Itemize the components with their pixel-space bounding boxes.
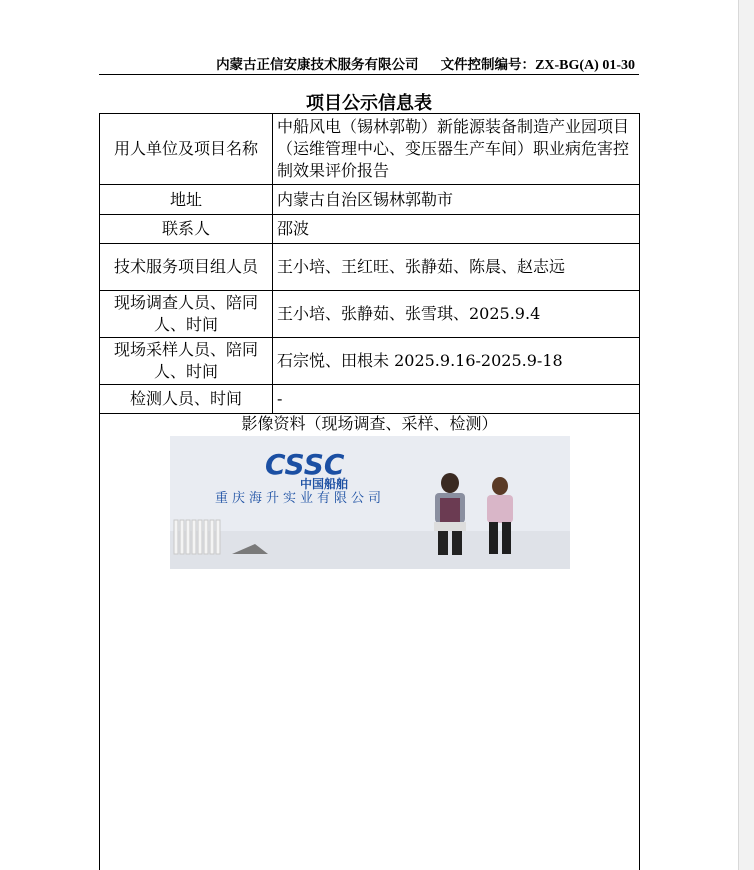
header-text [216,53,635,74]
project-info-table [99,113,640,414]
doc-code-label: 文件控制编号： [440,57,536,73]
page-edge-shadow [738,0,754,870]
photo-caption: 影像资料（现场调查、采样、检测） [241,414,498,433]
row-value-sampling: 石宗悦、田根未 2025.9.16-2025.9-18 [273,338,640,385]
row-value-testing: - [273,385,640,414]
row-label-unit: 用人单位及项目名称 [100,114,273,185]
row-value-address: 内蒙古自治区锡林郭勒市 [273,185,640,215]
company-name: 内蒙古正信安康技术服务有限公司 [216,57,419,73]
row-value-unit: 中船风电（锡林郭勒）新能源装备制造产业园项目（运维管理中心、变压器生产车间）职业病危害控制效果评价报告 [273,114,640,185]
table-row [100,385,640,414]
table-row [100,338,640,385]
row-value-survey: 王小培、张静茹、张雪琪、2025.9.4 [273,291,640,338]
site-photo [170,436,570,569]
photo-section [99,412,640,870]
row-value-team: 王小培、王红旺、张静茹、陈晨、赵志远 [273,244,640,291]
row-label-team: 技术服务项目组人员 [100,244,273,291]
table-row [100,185,640,215]
table-row [100,244,640,291]
row-label-contact: 联系人 [100,215,273,244]
site-photo-illustration [170,436,570,569]
row-label-sampling: 现场采样人员、陪同人、时间 [100,338,273,385]
photo-sub-logo: 中国船舶 [300,477,349,491]
page-header [99,52,639,75]
doc-code-value: ZX-BG(A) 01-30 [535,58,635,73]
table-row [100,114,640,185]
table-row [100,291,640,338]
row-label-testing: 检测人员、时间 [100,385,273,414]
document-title: 项目公示信息表 [306,93,432,114]
row-label-survey: 现场调查人员、陪同人、时间 [100,291,273,338]
table-row [100,215,640,244]
photo-wall-text: 重庆海升实业有限公司 [215,491,386,506]
row-value-contact: 邵波 [273,215,640,244]
photo-logo-text: CSSC [265,448,345,481]
row-label-address: 地址 [100,185,273,215]
